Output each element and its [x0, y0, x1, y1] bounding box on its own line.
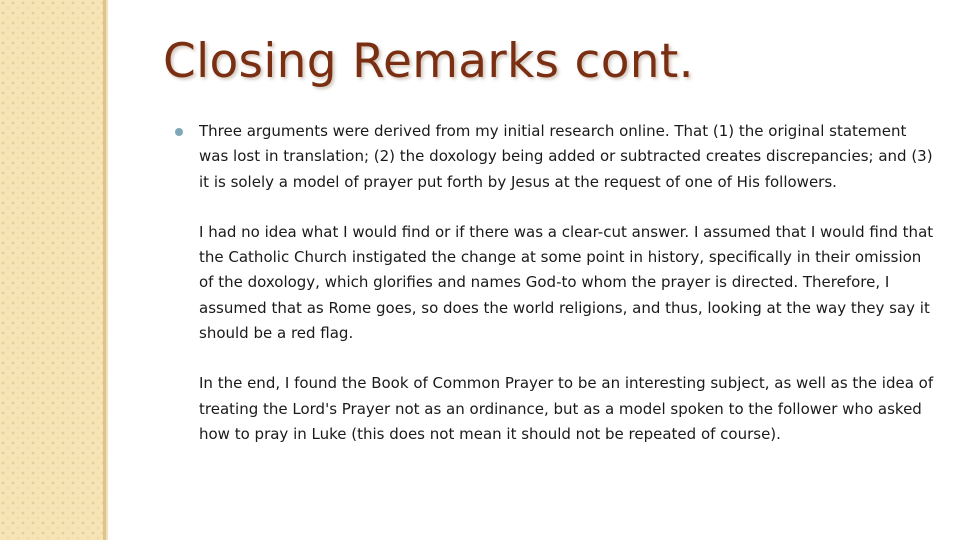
slide-body: [175, 119, 940, 447]
body-paragraph-2: I had no idea what I would find or if there was a clear-cut answer. I assumed that I would find that the Catholic Church instigated the change at some point in history, specifically in their omission of the doxology, which glorifies and names God-to whom the prayer is directed. Therefore, I assumed that as Rome goes, so does the world religions, and thus, looking at the way they say it should be a red flag.: [199, 222, 934, 343]
slide-title: Closing Remarks cont.: [163, 34, 694, 89]
bullet-dot-icon: [175, 128, 183, 136]
bullet-item: [175, 119, 940, 447]
decorative-side-panel: [0, 0, 103, 540]
body-paragraph-1: Three arguments were derived from my initial research online. That (1) the original statement was lost in translation; (2) the doxology being added or subtracted creates discrepancies; and (3) it is solely a model of prayer put forth by Jesus at the request of one of His followers.: [199, 122, 933, 191]
side-panel-border-highlight: [106, 0, 108, 540]
body-paragraph-3: In the end, I found the Book of Common Prayer to be an interesting subject, as well as the idea of treating the Lord's Prayer not as an ordinance, but as a model spoken to the follower who asked how to pray in Luke (this does not mean it should not be repeated of course).: [199, 374, 934, 443]
